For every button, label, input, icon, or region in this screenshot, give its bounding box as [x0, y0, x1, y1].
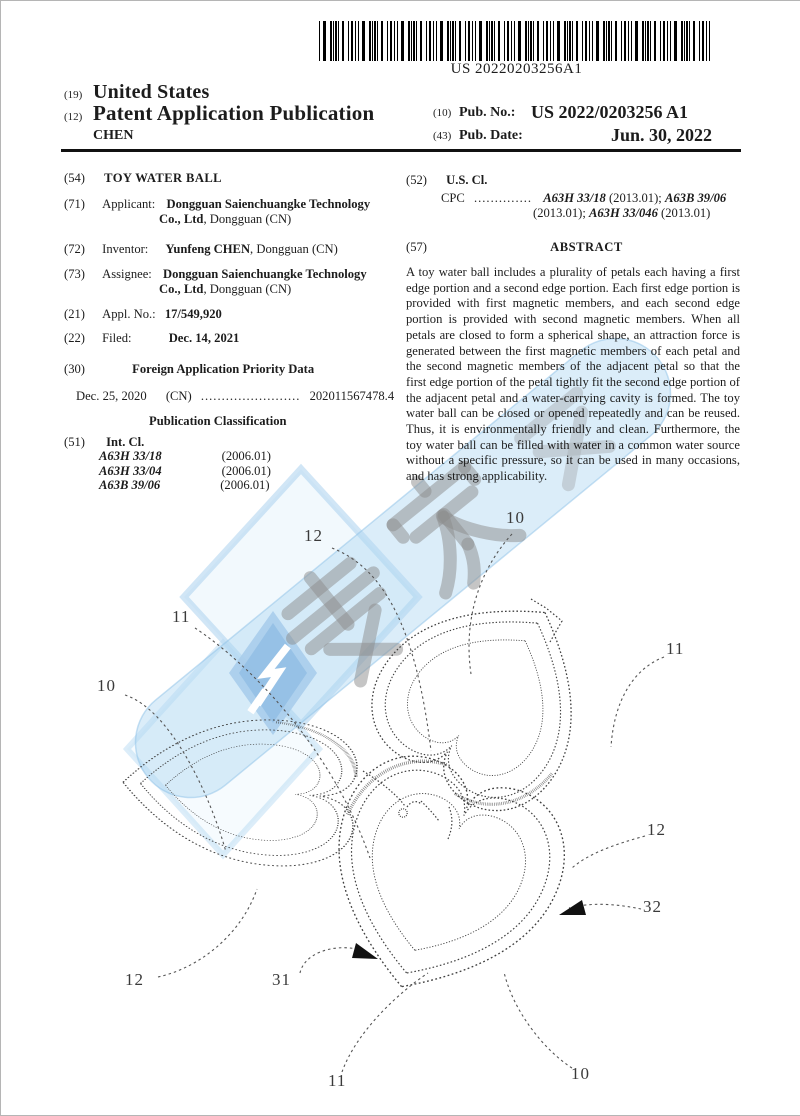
- priority-country: (CN): [165, 389, 192, 403]
- cpc-dots: ..............: [473, 191, 533, 205]
- country-name: United States: [93, 81, 210, 103]
- applicant-city: , Dongguan (CN): [203, 212, 292, 226]
- leader-12-bottom: [158, 889, 257, 977]
- leader-11-bottom: [342, 973, 428, 1072]
- appl-no-label: Appl. No.:: [102, 307, 156, 321]
- document-type: Patent Application Publication: [93, 101, 375, 125]
- figure-ref-label-12: 12: [647, 820, 666, 839]
- pub-date-label: Pub. Date:: [459, 128, 523, 143]
- assignee-code: (73): [64, 267, 85, 281]
- figure-ref-label-11: 11: [666, 639, 685, 658]
- publication-classification-heading: Publication Classification: [149, 414, 287, 428]
- title-code: (54): [64, 171, 85, 185]
- abstract-text: A toy water ball includes a plurality of petals each having a first edge portion and a second edge portion. Each first edge portion is provided with first magnetic members, and each second edge portion is provided with second magnetic members. When all petals are closed to form a spherical shape, an attraction force is generated between the first magnetic members of each petal and the second magnetic members of the adjacent petal so that the first edge portion of the petal tightly fit the second edge portion of the adjacent petal and a water-carrying cavity is formed. The toy water ball can be closed or opened repeatedly and can be reused. Thus, it is environmentally friendly and clean. Furthermore, the toy water ball can be filled with water in a common water source without a specific pressure, so it can be used in many occasions, and has strong applicability.: [406, 265, 740, 484]
- int-class-row: [99, 464, 271, 479]
- petal-bottom: [295, 737, 584, 1025]
- uscl-label: U.S. Cl.: [446, 173, 488, 187]
- cpc-label: CPC: [441, 191, 465, 205]
- leader-10-bottom: [504, 972, 572, 1068]
- figure-ref-label-11: 11: [172, 607, 191, 626]
- assignee-label: Assignee:: [102, 267, 152, 281]
- priority-dots: ........................: [200, 389, 301, 403]
- int-class-version: (2006.01): [220, 478, 270, 492]
- petal-top: [347, 555, 627, 835]
- arrowhead-31: [352, 943, 378, 959]
- priority-date: Dec. 25, 2020: [76, 389, 147, 403]
- intcl-code: (51): [64, 435, 85, 449]
- appl-no-code: (21): [64, 307, 85, 321]
- figure-ref-label-10: 10: [571, 1064, 590, 1083]
- assignee-name-line2: Co., Ltd: [159, 282, 204, 296]
- int-class-code: A63B 39/06: [99, 478, 161, 492]
- leader-11-left: [195, 628, 370, 858]
- inventor-name: Yunfeng CHEN: [165, 242, 251, 256]
- cpc-class-year: (2013.01);: [533, 206, 589, 220]
- leader-12-top: [332, 548, 431, 751]
- leader-10-top: [469, 534, 512, 674]
- inventor-code: (72): [64, 242, 85, 256]
- figure-ref-label-12: 12: [304, 526, 323, 545]
- petal-corner-flap: [531, 599, 562, 642]
- leader-12-right: [572, 836, 645, 868]
- invention-title: TOY WATER BALL: [104, 171, 222, 185]
- inventor-label: Inventor:: [102, 242, 149, 256]
- header-divider: [61, 149, 741, 152]
- int-class-row: [99, 449, 271, 464]
- barcode-bars: [319, 21, 714, 61]
- assignee-city: , Dongguan (CN): [203, 282, 292, 296]
- applicant-surname: CHEN: [93, 128, 134, 143]
- applicant-code: (71): [64, 197, 85, 211]
- cpc-class-year: (2013.01);: [605, 191, 665, 205]
- barcode-bar: [709, 21, 710, 61]
- filed-value: Dec. 14, 2021: [168, 331, 240, 345]
- figure-ref-label-10: 10: [97, 676, 116, 695]
- filed-label: Filed:: [102, 331, 132, 345]
- barcode: [319, 21, 714, 78]
- kind-code-10: (10): [433, 107, 452, 119]
- kind-code-12: (12): [64, 111, 83, 123]
- figure-ref-label-31: 31: [272, 970, 291, 989]
- abstract-heading: ABSTRACT: [550, 240, 623, 254]
- cpc-class-code: A63B 39/06: [664, 191, 727, 205]
- patent-figure-drawing: [1, 1, 800, 1115]
- intcl-label: Int. Cl.: [106, 435, 145, 449]
- applicant-name-line2: Co., Ltd: [159, 212, 204, 226]
- filed-code: (22): [64, 331, 85, 345]
- cpc-classes-line1: [543, 191, 726, 205]
- priority-heading: Foreign Application Priority Data: [132, 362, 315, 376]
- figure-ref-label-32: 32: [643, 897, 662, 916]
- pub-date-value: Jun. 30, 2022: [611, 125, 713, 145]
- arrowhead-32: [559, 900, 586, 915]
- int-class-row: [99, 478, 271, 493]
- applicant-name-line1: Dongguan Saienchuangke Technology: [166, 197, 371, 211]
- priority-code: (30): [64, 362, 85, 376]
- abstract-code: (57): [406, 240, 427, 254]
- uscl-code: (52): [406, 173, 427, 187]
- figure-ref-label-10: 10: [506, 508, 525, 527]
- pub-no-value: US 2022/0203256 A1: [531, 102, 689, 122]
- int-class-version: (2006.01): [221, 463, 271, 478]
- cpc-class-code: A63H 33/18: [543, 191, 606, 205]
- leader-31: [300, 948, 357, 973]
- applicant-label: Applicant:: [102, 197, 156, 211]
- assignee-name-line1: Dongguan Saienchuangke Technology: [162, 267, 367, 281]
- petal-junction: [363, 771, 452, 839]
- cpc-class-year: (2013.01): [657, 206, 711, 220]
- priority-number: 202011567478.4: [309, 389, 395, 403]
- leader-11-right: [611, 657, 664, 747]
- int-class-version: (2006.01): [221, 449, 271, 463]
- int-class-code: A63H 33/18: [99, 449, 162, 463]
- int-class-list: [99, 449, 271, 493]
- cpc-classes-line2: [533, 206, 710, 220]
- figure-ref-label-11: 11: [328, 1071, 347, 1090]
- figure-ref-label-12: 12: [125, 970, 144, 989]
- leader-10-left: [125, 695, 226, 852]
- pub-no-label: Pub. No.:: [459, 105, 516, 120]
- barcode-text: US 20220203256A1: [450, 61, 583, 77]
- cpc-class-code: A63H 33/046: [588, 206, 658, 220]
- inventor-city: , Dongguan (CN): [250, 242, 338, 256]
- kind-code-19: (19): [64, 89, 83, 101]
- int-class-code: A63H 33/04: [99, 463, 162, 478]
- kind-code-43: (43): [433, 130, 452, 142]
- petal-left: [118, 710, 360, 871]
- appl-no-value: 17/549,920: [164, 307, 222, 321]
